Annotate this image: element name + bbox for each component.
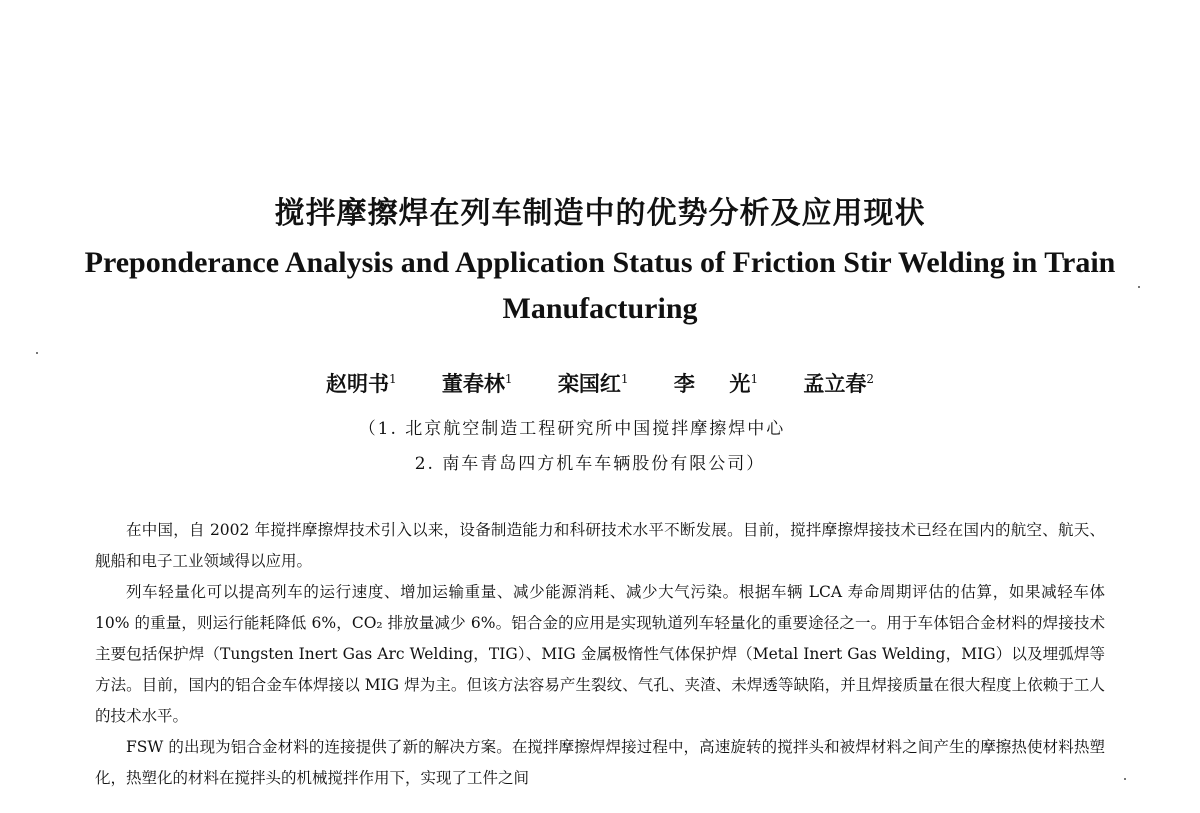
author-name: 栾国红: [557, 371, 621, 396]
author-name: 赵明书: [325, 371, 389, 396]
title-chinese: 搅拌摩擦焊在列车制造中的优势分析及应用现状: [274, 196, 926, 231]
author: [803, 371, 874, 396]
author-name: 董春林: [441, 371, 505, 396]
author-affil-mark: 1: [620, 372, 629, 386]
author-affil-mark: 2: [866, 372, 875, 386]
paragraph: FSW 的出现为铝合金材料的连接提供了新的解决方案。在搅拌摩擦焊焊接过程中，高速旋转的搅拌头和被焊材料之间产生的摩擦热使材料热塑化，热塑化的材料在搅拌头的机械搅拌作用下，实现了工件之间: [95, 738, 1105, 787]
affiliation-1: （1. 北京航空制造工程研究所中国搅拌摩擦焊中心: [358, 419, 786, 439]
author: [326, 371, 397, 396]
author: [558, 371, 629, 396]
paragraph: 列车轻量化可以提高列车的运行速度、增加运输重量、减少能源消耗、减少大气污染。根据车辆 LCA 寿命周期评估的估算，如果减轻车体 10% 的重量，则运行能耗降低 6%，CO₂ 排放量减少 6%。铝合金的应用是实现轨道列车轻量化的重要途径之一。用于车体铝合金材料的焊接技术主要包括保护焊（Tungsten Inert Gas Arc Welding，TIG）、MIG 金属极惰性气体保护焊（Metal Inert Gas Welding，MIG）以及埋弧焊等方法。目前，国内的铝合金车体焊接以 MIG 焊为主。但该方法容易产生裂纹、气孔、夹渣、未焊透等缺陷，并且焊接质量在很大程度上依赖于工人的技术水平。: [95, 583, 1105, 725]
body-text: [95, 515, 1105, 794]
author-list: [0, 368, 1200, 398]
scan-speck: [1124, 778, 1126, 780]
title-english: Preponderance Analysis and Application Status of Friction Stir Welding in Train Manufacturing: [84, 246, 1116, 325]
author-name: 孟立春: [803, 371, 867, 396]
author-affil-mark: 1: [504, 372, 513, 386]
affiliation-2: 2. 南车青岛四方机车车辆股份有限公司）: [414, 454, 766, 474]
scan-speck: [1138, 286, 1140, 288]
scan-speck: [36, 352, 38, 354]
author-affil-mark: 1: [750, 372, 759, 386]
paragraph: 在中国，自 2002 年搅拌摩擦焊技术引入以来，设备制造能力和科研技术水平不断发展。目前，搅拌摩擦焊接技术已经在国内的航空、航天、舰船和电子工业领域得以应用。: [95, 521, 1105, 570]
author: [674, 371, 758, 396]
author-affil-mark: 1: [388, 372, 397, 386]
author: [442, 371, 513, 396]
author-name: 李 光: [673, 371, 751, 396]
